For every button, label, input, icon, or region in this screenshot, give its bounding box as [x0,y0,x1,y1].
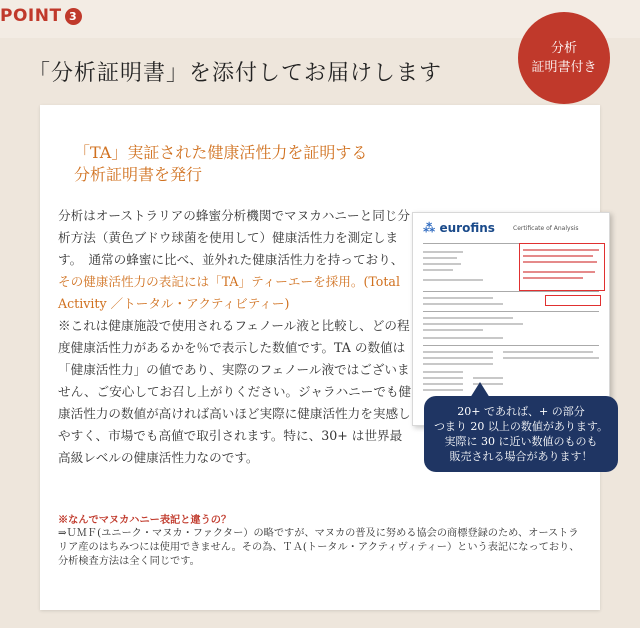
cert-text-line [423,337,503,339]
cert-text-line [423,303,503,305]
cert-text-line [423,317,513,319]
cert-text-line [423,279,483,281]
subtitle [74,142,367,186]
cert-text-line [423,251,463,253]
cert-rule [423,291,599,292]
cert-rule [423,345,599,346]
badge-line-1: 分析 [550,41,577,56]
body-paragraph-1: 分析はオーストラリアの蜂蜜分析機関でマヌカハニーと同じ分析方法（黄色ブドウ球菌を使用して）健康活性力を測定します。 通常の蜂蜜に比べ、並外れた健康活性力を持っており、 [58,208,410,267]
cert-text-line [423,389,463,391]
cert-text-line [423,329,483,331]
callout-tail [470,382,490,398]
cert-text-line [423,323,523,325]
point-number: 3 [65,8,82,25]
cert-rule [423,311,599,312]
certificate-badge [518,12,610,104]
body-highlight: その健康活性力の表記には「TA」ティーエーを採用。(Total Activity ／トータル・アクティビティー) [58,274,400,311]
footnote-text: ⇒ＵＭＦ(ユニーク・マヌカ・ファクター）の略ですが、マヌカの普及に努める協会の商標登録のため、オーストラリア産のはちみつには使用できません。その為、ＴＡ(トータル・アクティヴィティー）という表記になっており、分析検査方法は全く同じです。 [58,528,580,567]
point-label-text: POINT [0,6,62,26]
body-text [58,205,413,469]
eurofins-logo-text: eurofins [439,221,495,235]
eurofins-logo-icon: ⁂ [423,221,436,235]
cert-red-text [523,249,599,251]
footnote-title: ※なんでマヌカハニー表記と違うの？ [58,514,232,526]
badge-line-2: 証明書付き [531,60,597,75]
cert-text-line [423,377,463,379]
cert-text-line [423,297,493,299]
cert-text-line [423,371,463,373]
callout-text: 20+ であれば、+ の部分 つまり 20 以上の数値があります。 実際に 30 に近い数値のものも 販売される場合があります！ [433,405,609,463]
footnote [58,513,583,569]
cert-text-line [423,363,493,365]
cert-text-line [423,269,453,271]
cert-text-line [423,263,461,265]
cert-text-line [473,377,503,379]
cert-red-text [523,271,595,273]
certificate-image [412,212,610,426]
certificate-title: Certificate of Analysis [513,225,579,232]
subtitle-line-2: 分析証明書を発行 [74,165,203,184]
cert-red-annotation [545,295,601,306]
cert-text-line [423,351,493,353]
body-paragraph-2: ※これは健康施設で使用されるフェノール液と比較し、どの程度健康活性力があるかを％で表示した数値です。TA の数値は「健康活性力」の値であり、実際のフェノール液ではございません、ご安心してお召し上がりください。ジャラハニーでも健康活性力の数値が高ければ高いほど実際に健康活性力を実感しやすく、市場でも高値で取引されます。特に、30+ は世界最高級レベルの健康活性力なのです。 [58,318,412,465]
point-label [0,6,82,26]
subtitle-line-1: 「TA」実証された健康活性力を証明する [74,143,368,162]
cert-red-text [523,261,597,263]
cert-text-line [423,257,457,259]
cert-text-line [423,383,463,385]
page-headline: 「分析証明書」を添付してお届けします [28,61,443,86]
eurofins-logo [423,221,495,235]
cert-red-text [523,255,593,257]
cert-text-line [423,357,493,359]
cert-red-text [523,277,583,279]
callout-bubble [424,396,618,472]
cert-text-line [503,357,599,359]
cert-text-line [503,351,593,353]
